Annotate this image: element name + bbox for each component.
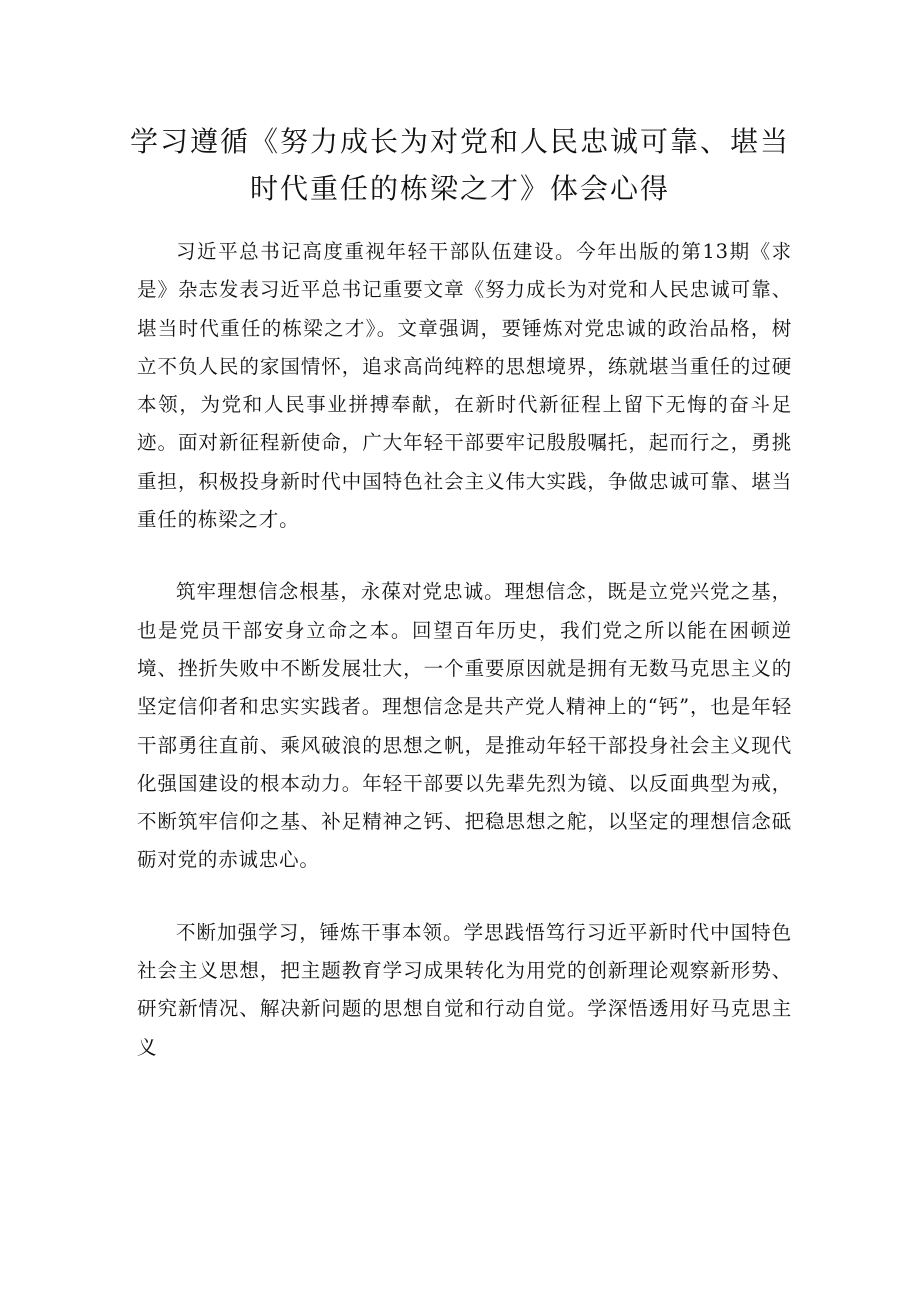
paragraph-2: 筑牢理想信念根基，永葆对党忠诚。理想信念，既是立党兴党之基，也是党员干部安身立命之本。回望百年历史，我们党之所以能在困顿逆境、挫折失败中不断发展壮大，一个重要原因就是拥有无数马克思主义的坚定信仰者和忠实实践者。理想信念是共产党人精神上的“钙”，也是年轻干部勇往直前、乘风破浪的思想之帆，是推动年轻干部投身社会主义现代化强国建设的根本动力。年轻干部要以先辈先烈为镜、以反面典型为戒，不断筑牢信仰之基、补足精神之钙、把稳思想之舵，以坚定的理想信念砥砺对党的赤诚忠心。 <box>137 580 792 872</box>
document-body <box>137 233 792 1101</box>
title-line-1: 学习遵循《努力成长为对党和人民忠诚可靠、堪当 <box>129 125 790 158</box>
document-title <box>120 118 800 212</box>
paragraph-3: 不断加强学习，锤炼干事本领。学思践悟笃行习近平新时代中国特色社会主义思想，把主题教育学习成果转化为用党的创新理论观察新形势、研究新情况、解决新问题的思想自觉和行动自觉。学深悟透用好马克思主义 <box>137 920 792 1059</box>
title-line-2: 时代重任的栋梁之才》体会心得 <box>249 172 670 205</box>
paragraph-1: 习近平总书记高度重视年轻干部队伍建设。今年出版的第13期《求是》杂志发表习近平总书记重要文章《努力成长为对党和人民忠诚可靠、堪当时代重任的栋梁之才》。文章强调，要锤炼对党忠诚的政治品格，树立不负人民的家国情怀，追求高尚纯粹的思想境界，练就堪当重任的过硬本领，为党和人民事业拼搏奉献，在新时代新征程上留下无悔的奋斗足迹。面对新征程新使命，广大年轻干部要牢记殷殷嘱托，起而行之，勇挑重担，积极投身新时代中国特色社会主义伟大实践，争做忠诚可靠、堪当重任的栋梁之才。 <box>137 240 792 532</box>
